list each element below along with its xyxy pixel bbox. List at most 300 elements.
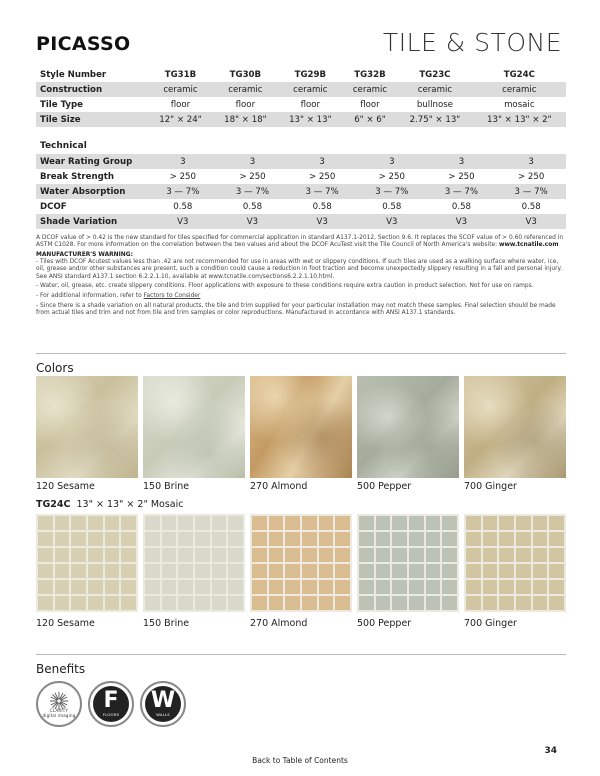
mosaic-chip: [533, 516, 548, 530]
mosaic-chip: [195, 596, 210, 610]
warning-item: - Tiles with DCOF Acutest values less than .42 are not recommended for use in areas with wet or slippery conditions. If such tiles are used as a walking surface where water, ice, oil, grease and/or other substances are present, such a condition could cause a reduction in foot traction and become unexpectedly slippery resulting in a fall and personal injury. See ANSI standard A137.1 section 6.2.2.1.10, available at www.tcnatile.com/sections6.2.2.1.10.html.: [36, 259, 563, 280]
mosaic-chip: [145, 516, 160, 530]
mosaic-chip: [533, 596, 548, 610]
mosaic-chip: [359, 564, 374, 578]
mosaic-chip: [285, 564, 300, 578]
mosaic-chip: [285, 596, 300, 610]
mosaic-chip: [516, 596, 531, 610]
table-cell: 3 — 7%: [287, 184, 357, 199]
mosaic-chip: [516, 532, 531, 546]
mosaic-chip: [285, 580, 300, 594]
mosaic-chip: [549, 516, 564, 530]
table-cell: 3 — 7%: [218, 184, 288, 199]
column-header: Style Number: [40, 69, 107, 80]
mosaic-chip: [178, 548, 193, 562]
table-cell: floor: [360, 99, 380, 110]
mosaic-chip: [466, 564, 481, 578]
mosaic-chip: [359, 532, 374, 546]
mosaic-chip: [499, 516, 514, 530]
mosaic-chip: [195, 532, 210, 546]
table-row: [36, 112, 566, 127]
mosaic-chip: [319, 564, 334, 578]
mosaic-chip: [392, 596, 407, 610]
table-row: [36, 97, 566, 112]
mosaic-chip: [145, 580, 160, 594]
mosaic-chip: [178, 532, 193, 546]
benefits-heading: Benefits: [36, 662, 86, 676]
mosaic-chip: [442, 564, 457, 578]
mosaic-chip: [228, 564, 243, 578]
mosaic-chip: [285, 532, 300, 546]
mosaic-chip: [178, 596, 193, 610]
mosaic-heading: [36, 499, 183, 510]
table-cell: 3: [287, 154, 357, 169]
mosaic-chip: [38, 548, 53, 562]
mosaic-chip: [549, 548, 564, 562]
brand-title: PICASSO: [36, 33, 131, 55]
technical-table: [36, 154, 566, 229]
mosaic-caption: 120 Sesame: [36, 618, 95, 629]
mosaic-chip: [269, 516, 284, 530]
mosaic-chip: [162, 548, 177, 562]
mosaic-chip: [121, 596, 136, 610]
table-cell: > 250: [448, 171, 475, 182]
mosaic-chip: [121, 548, 136, 562]
table-cell: 12" × 24": [148, 112, 213, 127]
mosaic-chip: [466, 516, 481, 530]
mosaic-chip: [466, 580, 481, 594]
mosaic-chip: [145, 596, 160, 610]
table-cell: mosaic: [504, 99, 535, 110]
collection-title: TILE & STONE: [382, 28, 562, 57]
mosaic-chip: [302, 596, 317, 610]
table-row: [36, 184, 566, 199]
table-row: [36, 214, 566, 229]
notes-block: [36, 235, 566, 320]
floors-badge: [88, 681, 134, 727]
mosaic-chip: [466, 548, 481, 562]
mosaic-swatch-brine: [143, 514, 245, 612]
mosaic-chip: [105, 516, 120, 530]
mosaic-chip: [55, 580, 70, 594]
mosaic-chip: [319, 580, 334, 594]
mosaic-chip: [121, 516, 136, 530]
mosaic-chip: [442, 596, 457, 610]
table-cell: > 250: [378, 171, 405, 182]
mosaic-chip: [121, 564, 136, 578]
mosaic-chip: [549, 596, 564, 610]
mosaic-chip: [483, 532, 498, 546]
table-cell: ceramic: [278, 82, 343, 97]
divider: [36, 353, 566, 354]
color-caption: 150 Brine: [143, 481, 190, 492]
column-header: TG29B: [294, 69, 327, 80]
mosaic-chip: [121, 532, 136, 546]
swatch-pepper: [357, 376, 459, 478]
mosaic-chip: [228, 516, 243, 530]
mosaic-chip: [212, 516, 227, 530]
mosaic-chip: [269, 548, 284, 562]
spec-header-row: [36, 67, 566, 82]
mosaic-chip: [252, 580, 267, 594]
table-cell: ceramic: [343, 82, 397, 97]
mosaic-chip: [335, 580, 350, 594]
mosaic-chip: [162, 532, 177, 546]
mosaic-chip: [319, 596, 334, 610]
table-cell: 0.58: [173, 201, 193, 212]
mosaic-chip: [319, 516, 334, 530]
table-cell: V3: [148, 214, 218, 229]
mosaic-chip: [38, 532, 53, 546]
colors-heading: Colors: [36, 361, 74, 375]
mosaic-chip: [376, 580, 391, 594]
mosaic-chip: [212, 596, 227, 610]
spec-table: [36, 67, 566, 127]
warning-item: - Water, oil, grease, etc. create slippery conditions. Floor applications with exposure to these conditions require extra caution in product selection. Not for use on ramps.: [36, 283, 534, 290]
mosaic-chip: [335, 548, 350, 562]
clarity-badge: [36, 681, 82, 727]
mosaic-chip: [359, 580, 374, 594]
mosaic-chip: [442, 580, 457, 594]
mosaic-chip: [71, 596, 86, 610]
row-label: Break Strength: [40, 171, 114, 182]
mosaic-chip: [38, 564, 53, 578]
table-cell: bullnose: [416, 99, 453, 110]
mosaic-chip: [252, 564, 267, 578]
color-caption: 500 Pepper: [357, 481, 412, 492]
table-cell: V3: [287, 214, 357, 229]
walls-icon: W: [150, 688, 176, 713]
mosaic-chip: [178, 516, 193, 530]
mosaic-chip: [499, 532, 514, 546]
mosaic-chip: [483, 580, 498, 594]
mosaic-chip: [376, 516, 391, 530]
mosaic-chip: [516, 564, 531, 578]
column-header: TG23C: [419, 69, 451, 80]
mosaic-chip: [195, 516, 210, 530]
table-cell: 0.58: [242, 201, 263, 212]
dcof-note: [36, 235, 566, 249]
mosaic-chip: [55, 532, 70, 546]
mosaic-chip: [409, 580, 424, 594]
table-cell: ceramic: [213, 82, 278, 97]
mosaic-chip: [55, 548, 70, 562]
mosaic-chip: [105, 548, 120, 562]
table-cell: floor: [170, 99, 191, 110]
mosaic-chip: [392, 548, 407, 562]
mosaic-chip: [483, 516, 498, 530]
mosaic-chip: [252, 532, 267, 546]
mosaic-chip: [105, 596, 120, 610]
mosaic-chip: [105, 580, 120, 594]
mosaic-chip: [162, 564, 177, 578]
mosaic-chip: [269, 596, 284, 610]
table-cell: V3: [496, 214, 566, 229]
mosaic-chip: [145, 564, 160, 578]
table-cell: 3 — 7%: [148, 184, 218, 199]
row-label: Construction: [36, 82, 148, 97]
mosaic-chip: [195, 564, 210, 578]
clarity-label: CLARITY digital imaging: [42, 708, 76, 718]
row-label: Water Absorption: [36, 184, 148, 199]
mosaic-chip: [71, 548, 86, 562]
mosaic-chip: [359, 516, 374, 530]
mosaic-chip: [359, 548, 374, 562]
mosaic-chip: [212, 564, 227, 578]
mosaic-chip: [335, 596, 350, 610]
mosaic-chip: [533, 564, 548, 578]
mosaic-chip: [516, 548, 531, 562]
tcna-link[interactable]: www.tcnatile.com: [499, 242, 559, 249]
mosaic-chip: [359, 596, 374, 610]
table-cell: 0.58: [451, 201, 472, 212]
mosaic-chip: [105, 532, 120, 546]
table-cell: V3: [218, 214, 288, 229]
mosaic-chip: [228, 548, 243, 562]
table-cell: 13" × 13" × 2": [473, 112, 566, 127]
mosaic-chip: [195, 548, 210, 562]
mosaic-chip: [426, 516, 441, 530]
mosaic-chip: [426, 548, 441, 562]
table-cell: 3: [427, 154, 497, 169]
mosaic-chip: [269, 532, 284, 546]
mosaic-chip: [228, 532, 243, 546]
table-cell: 3: [357, 154, 427, 169]
technical-heading: Technical: [40, 141, 87, 151]
row-label: Wear Rating Group: [36, 154, 148, 169]
mosaic-swatch-almond: [250, 514, 352, 612]
mosaic-chip: [549, 580, 564, 594]
color-caption: 120 Sesame: [36, 481, 95, 492]
table-cell: > 250: [308, 171, 336, 182]
mosaic-chip: [71, 516, 86, 530]
mosaic-caption: 500 Pepper: [357, 618, 412, 629]
mosaic-chip: [178, 564, 193, 578]
mosaic-chip: [319, 532, 334, 546]
mosaic-chip: [409, 564, 424, 578]
dcof-note-text: A DCOF value of > 0.42 is the new standard for tiles specified for commercial application in standard A137.1-2012, Section 9.6. It replaces the SCOF value of > 0.60 referenced in ASTM C1028. For more information on the correlation between the two values and about the DCOF AcuTest visit the Tile Council of North America's website:: [36, 235, 564, 249]
mosaic-chip: [533, 532, 548, 546]
mosaic-code: TG24C: [36, 499, 71, 510]
table-cell: 2.75" × 13": [397, 112, 472, 127]
mosaic-chip: [516, 580, 531, 594]
mosaic-chip: [38, 580, 53, 594]
floors-badge-inner: [93, 686, 129, 722]
mosaic-chip: [302, 548, 317, 562]
page-number: 34: [544, 746, 557, 756]
column-header: TG30B: [229, 69, 262, 80]
table-cell: ceramic: [148, 82, 213, 97]
mosaic-chip: [105, 564, 120, 578]
mosaic-chip: [71, 532, 86, 546]
swatch-ginger: [464, 376, 566, 478]
mosaic-chip: [212, 548, 227, 562]
table-cell: 3: [218, 154, 288, 169]
mosaic-chip: [499, 564, 514, 578]
walls-badge: [140, 681, 186, 727]
mosaic-chip: [195, 580, 210, 594]
floors-icon: F: [103, 688, 119, 713]
clarity-badge-inner: [41, 686, 77, 722]
mosaic-chip: [392, 580, 407, 594]
mosaic-chip: [178, 580, 193, 594]
mosaic-chip: [38, 516, 53, 530]
mosaic-caption: 270 Almond: [250, 618, 308, 629]
warning-item: - Since there is a shade variation on all natural products, the tile and trim supplied for your particular installation may not match these samples. Final selection should be made from actual tiles and trim and not from tile and trim samples or color reproductions. Manufactured in accordance with ANSI A137.1 standards.: [36, 302, 556, 316]
mosaic-chip: [55, 516, 70, 530]
mosaic-chip: [38, 596, 53, 610]
table-cell: > 250: [169, 171, 196, 182]
mosaic-chip: [549, 532, 564, 546]
mosaic-chip: [426, 596, 441, 610]
table-cell: 13" × 13": [278, 112, 343, 127]
table-cell: 6" × 6": [343, 112, 397, 127]
mosaic-chip: [71, 580, 86, 594]
color-caption: 270 Almond: [250, 481, 308, 492]
table-cell: 3: [148, 154, 218, 169]
mosaic-chip: [88, 548, 103, 562]
table-cell: V3: [427, 214, 497, 229]
mosaic-chip: [302, 580, 317, 594]
mosaic-chip: [252, 548, 267, 562]
mosaic-chip: [162, 580, 177, 594]
row-label: Shade Variation: [36, 214, 148, 229]
mosaic-chip: [228, 580, 243, 594]
mosaic-chip: [145, 532, 160, 546]
table-cell: > 250: [239, 171, 266, 182]
column-header: TG24C: [503, 69, 535, 80]
divider: [36, 654, 566, 655]
mosaic-chip: [212, 580, 227, 594]
mosaic-chip: [88, 580, 103, 594]
info-prefix: - For additional information, refer to: [36, 292, 142, 299]
mosaic-chip: [145, 548, 160, 562]
mosaic-chip: [212, 532, 227, 546]
warning-title: MANUFACTURER'S WARNING:: [36, 251, 133, 258]
mosaic-swatch-pepper: [357, 514, 459, 612]
mosaic-chip: [55, 596, 70, 610]
mosaic-chip: [252, 596, 267, 610]
row-label: Tile Size: [36, 112, 148, 127]
mosaic-chip: [442, 548, 457, 562]
mosaic-chip: [516, 516, 531, 530]
mosaic-chip: [376, 596, 391, 610]
table-row: [36, 169, 566, 184]
mosaic-chip: [499, 596, 514, 610]
table-cell: 0.58: [521, 201, 541, 212]
table-cell: floor: [300, 99, 321, 110]
swatch-almond: [250, 376, 352, 478]
mosaic-chip: [88, 564, 103, 578]
mosaic-chip: [392, 532, 407, 546]
mosaic-chip: [88, 516, 103, 530]
mosaic-chip: [376, 548, 391, 562]
mosaic-chip: [302, 516, 317, 530]
mosaic-chip: [549, 564, 564, 578]
table-cell: 18" × 18": [213, 112, 278, 127]
floors-label: FLOORS: [102, 712, 120, 717]
swatch-brine: [143, 376, 245, 478]
mosaic-chip: [466, 596, 481, 610]
row-label: DCOF: [40, 201, 67, 212]
mosaic-chip: [483, 564, 498, 578]
row-label: Tile Type: [40, 99, 83, 110]
mosaic-chip: [409, 532, 424, 546]
mosaic-chip: [426, 532, 441, 546]
mosaic-caption: 700 Ginger: [464, 618, 517, 629]
mosaic-chip: [483, 548, 498, 562]
mosaic-chip: [269, 564, 284, 578]
table-cell: 0.58: [312, 201, 332, 212]
back-to-contents-link[interactable]: Back to Table of Contents: [252, 756, 348, 765]
mosaic-chip: [409, 548, 424, 562]
factors-link[interactable]: Factors to Consider: [143, 292, 201, 299]
column-header: TG31B: [164, 69, 197, 80]
mosaic-chip: [252, 516, 267, 530]
mosaic-chip: [88, 532, 103, 546]
mosaic-chip: [162, 516, 177, 530]
table-cell: 3 — 7%: [427, 184, 497, 199]
mosaic-chip: [533, 580, 548, 594]
mosaic-chip: [335, 516, 350, 530]
table-row: [36, 82, 566, 97]
mosaic-chip: [335, 532, 350, 546]
mosaic-size: 13" × 13" × 2" Mosaic: [76, 499, 184, 510]
mosaic-chip: [162, 596, 177, 610]
table-cell: 3 — 7%: [496, 184, 566, 199]
mosaic-chip: [376, 564, 391, 578]
mosaic-chip: [426, 580, 441, 594]
table-row: [36, 199, 566, 214]
mosaic-chip: [71, 564, 86, 578]
mosaic-chip: [442, 532, 457, 546]
mosaic-chip: [302, 564, 317, 578]
mosaic-chip: [426, 564, 441, 578]
mosaic-chip: [121, 580, 136, 594]
mosaic-chip: [335, 564, 350, 578]
mosaic-chip: [302, 532, 317, 546]
mosaic-chip: [499, 580, 514, 594]
table-cell: ceramic: [473, 82, 566, 97]
mosaic-chip: [392, 564, 407, 578]
table-cell: ceramic: [397, 82, 472, 97]
mosaic-swatch-sesame: [36, 514, 138, 612]
mosaic-chip: [483, 596, 498, 610]
info-note: [36, 293, 566, 300]
mosaic-chip: [499, 548, 514, 562]
mosaic-chip: [88, 596, 103, 610]
table-row: [36, 154, 566, 169]
mosaic-chip: [466, 532, 481, 546]
mosaic-chip: [409, 596, 424, 610]
walls-label: WALLS: [156, 712, 170, 717]
mosaic-chip: [228, 596, 243, 610]
table-cell: 0.58: [382, 201, 402, 212]
mosaic-chip: [392, 516, 407, 530]
mosaic-chip: [376, 532, 391, 546]
column-header: TG32B: [354, 69, 386, 80]
mosaic-chip: [285, 548, 300, 562]
table-cell: 3 — 7%: [357, 184, 427, 199]
walls-badge-inner: [145, 686, 181, 722]
table-cell: floor: [235, 99, 256, 110]
mosaic-chip: [409, 516, 424, 530]
table-cell: 3: [496, 154, 566, 169]
swatch-sesame: [36, 376, 138, 478]
mosaic-chip: [55, 564, 70, 578]
mosaic-chip: [319, 548, 334, 562]
mosaic-caption: 150 Brine: [143, 618, 190, 629]
